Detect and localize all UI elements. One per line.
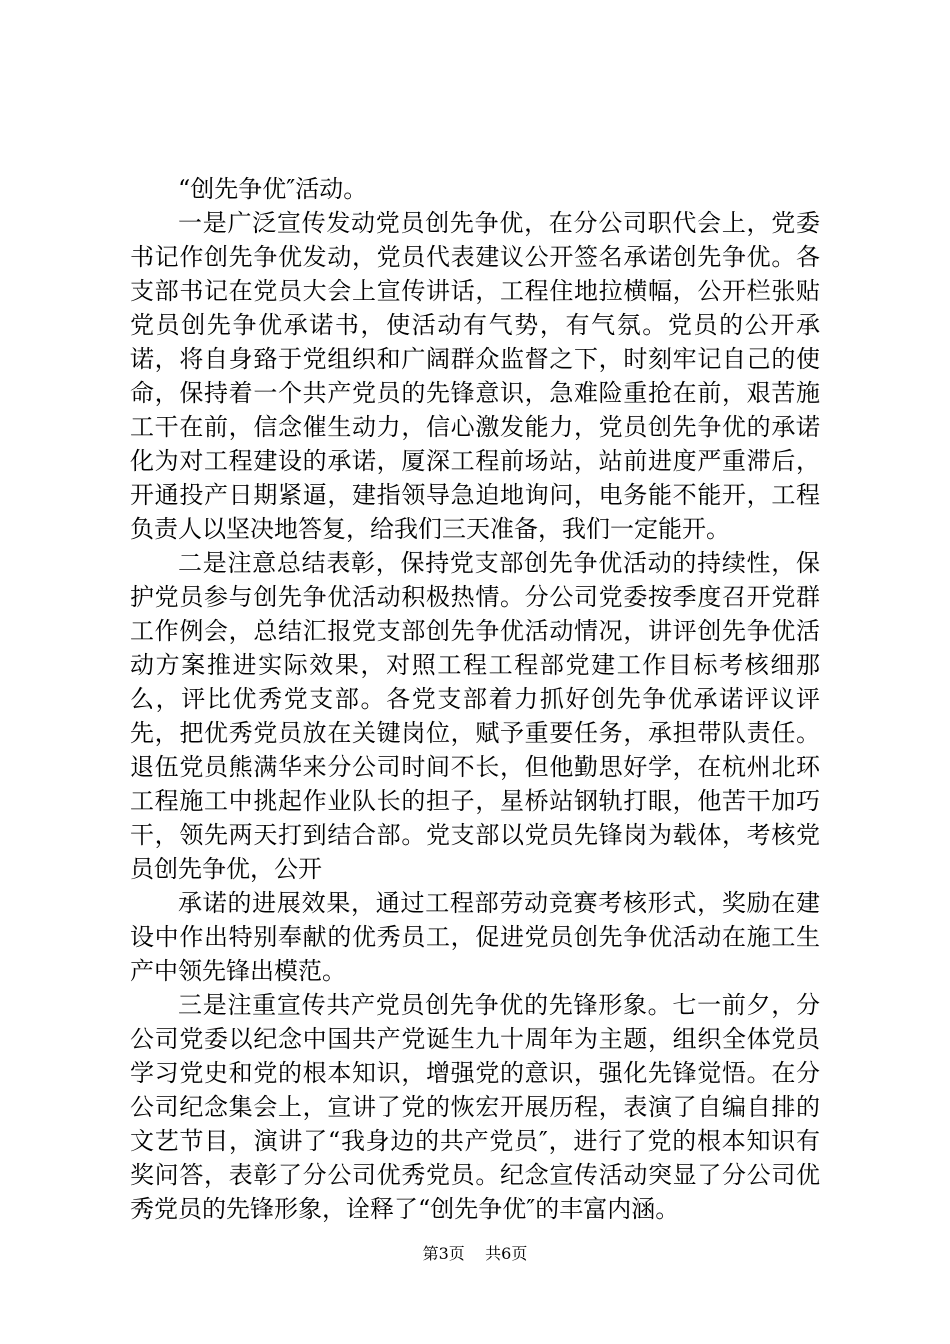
page-total: 共6页 bbox=[485, 1244, 528, 1263]
paragraph-1: “创先争优″活动。 bbox=[178, 175, 368, 203]
document-body bbox=[130, 172, 820, 1226]
page-footer bbox=[0, 1244, 950, 1264]
paragraph-2: 一是广泛宣传发动党员创先争优，在分公司职代会上，党委书记作创先争优发动，党员代表建议公开签名承诺创先争优。各支部书记在党员大会上宣传讲话，工程住地拉横幅，公开栏张贴党员创先争优承诺书，使活动有气势，有气氛。党员的公开承诺，将自身臵于党组织和广阔群众监督之下，时刻牢记自己的使命，保持着一个共产党员的先锋意识，急难险重抢在前，艰苦施工干在前，信念催生动力，信心激发能力，党员创先争优的承诺化为对工程建设的承诺，厦深工程前场站，站前进度严重滞后，开通投产日期紧逼，建指领导急迫地询问，电务能不能开，工程负责人以坚决地答复，给我们三天准备，我们一定能开。 bbox=[130, 209, 820, 543]
page-separator bbox=[470, 1244, 480, 1263]
paragraph-5: 三是注重宣传共产党员创先争优的先锋形象。七一前夕，分公司党委以纪念中国共产党诞生九十周年为主题，组织全体党员学习党史和党的根本知识，增强党的意识，强化先锋觉悟。在分公司纪念集会上，宣讲了党的恢宏开展历程，表演了自编自排的文艺节目，演讲了“我身边的共产党员″，进行了党的根本知识有奖问答，表彰了分公司优秀党员。纪念宣传活动突显了分公司优秀党员的先锋形象，诠释了“创先争优″的丰富内涵。 bbox=[130, 991, 820, 1223]
page-number: 第3页 bbox=[422, 1244, 465, 1263]
paragraph-3: 二是注意总结表彰，保持党支部创先争优活动的持续性，保护党员参与创先争优活动积极热情。分公司党委按季度召开党群工作例会，总结汇报党支部创先争优活动情况，讲评创先争优活动方案推进实际效果，对照工程工程部党建工作目标考核细那么，评比优秀党支部。各党支部着力抓好创先争优承诺评议评先，把优秀党员放在关键岗位，赋予重要任务，承担带队责任。退伍党员熊满华来分公司时间不长，但他勤思好学，在杭州北环工程施工中挑起作业队长的担子，星桥站钢轨打眼，他苦干加巧干，领先两天打到结合部。党支部以党员先锋岗为载体，考核党员创先争优，公开 bbox=[130, 549, 820, 883]
paragraph-4: 承诺的进展效果，通过工程部劳动竞赛考核形式，奖励在建设中作出特别奉献的优秀员工，促进党员创先争优活动在施工生产中领先锋出模范。 bbox=[130, 889, 820, 985]
